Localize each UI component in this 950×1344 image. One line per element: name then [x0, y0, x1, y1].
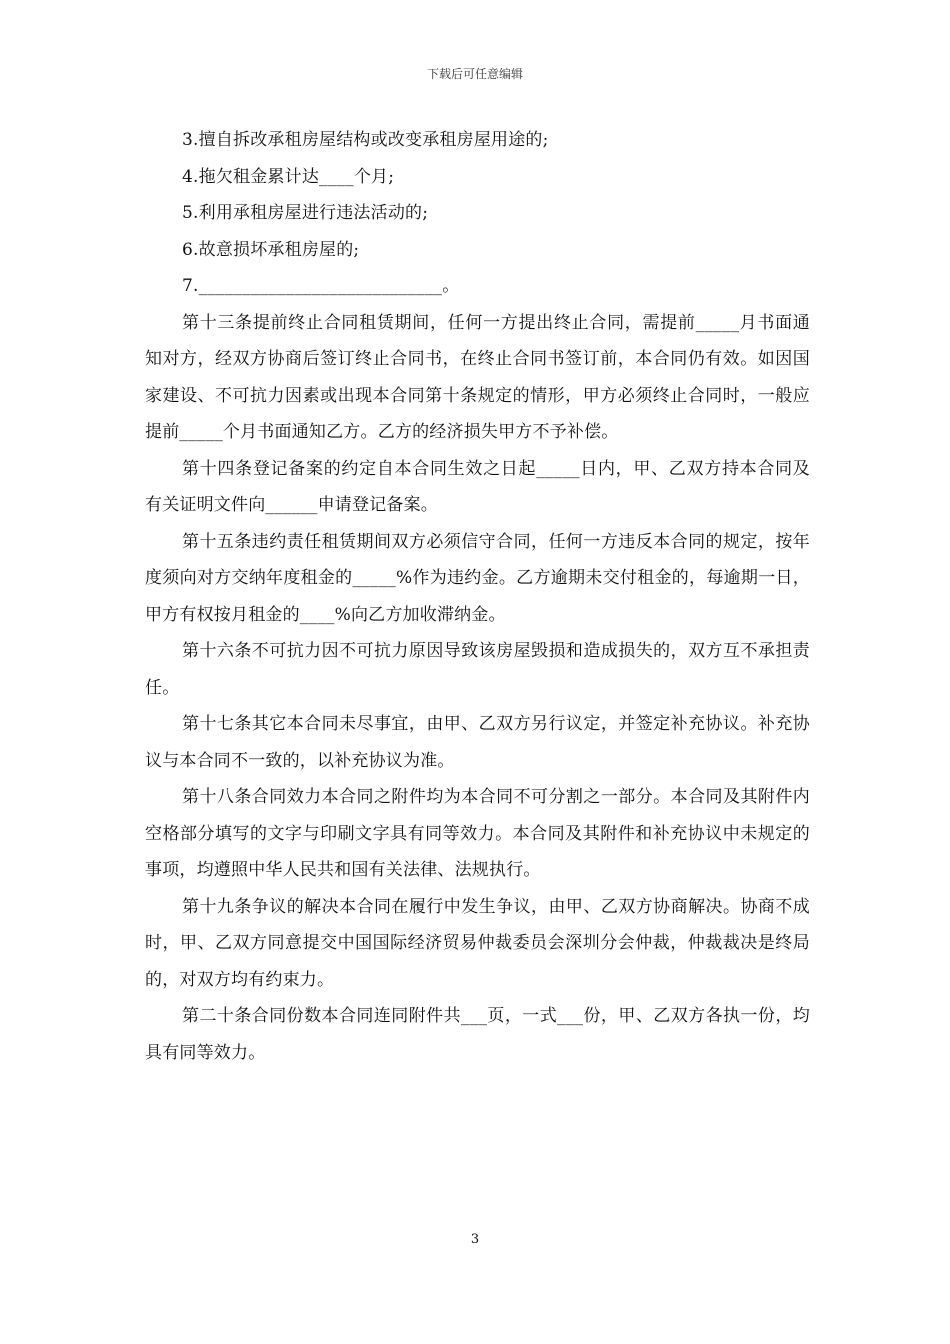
page-header: 下载后可任意编辑 — [426, 67, 523, 81]
article-17: 第十七条其它本合同未尽事宜，由甲、乙双方另行议定，并签定补充协议。补充协议与本合同不一致的，以补充协议为准。 — [145, 714, 810, 771]
clause-item-3: 3.擅自拆改承租房屋结构或改变承租房屋用途的; — [182, 130, 549, 150]
page-number: 3 — [470, 1232, 480, 1247]
article-18: 第十八条合同效力本合同之附件均为本合同不可分割之一部分。本合同及其附件内空格部分填写的文字与印刷文字具有同等效力。本合同及其附件和补充协议中未规定的事项，均遵照中华人民共和国有关法律、法规执行。 — [145, 787, 810, 880]
clause-item-4: 4.拖欠租金累计达____个月; — [182, 166, 395, 187]
clause-item-7: 7.____________________________。 — [182, 276, 460, 296]
clause-item-5: 5.利用承租房屋进行违法活动的; — [182, 203, 429, 223]
article-16: 第十六条不可抗力因不可抗力原因导致该房屋毁损和造成损失的，双方互不承担责任。 — [145, 641, 810, 698]
article-19: 第十九条争议的解决本合同在履行中发生争议，由甲、乙双方协商解决。协商不成时，甲、乙双方同意提交中国国际经济贸易仲裁委员会深圳分会仲裁，仲裁裁决是终局的，对双方均有约束力。 — [145, 896, 810, 990]
clause-item-6: 6.故意损坏承租房屋的; — [182, 239, 360, 260]
article-20: 第二十条合同份数本合同连同附件共___页，一式___份，甲、乙双方各执一份，均具有同等效力。 — [145, 1006, 810, 1063]
article-14: 第十四条登记备案的约定自本合同生效之日起_____日内，甲、乙双方持本合同及有关证明文件向______申请登记备案。 — [145, 458, 810, 515]
article-15: 第十五条违约责任租赁期间双方必须信守合同，任何一方违反本合同的规定，按年度须向对方交纳年度租金的_____%作为违约金。乙方逾期未交付租金的，每逾期一日，甲方有权按月租金的____%向乙方加收滞纳金。 — [145, 531, 810, 625]
document-body — [145, 122, 810, 1071]
article-13: 第十三条提前终止合同租赁期间，任何一方提出终止合同，需提前_____月书面通知对方，经双方协商后签订终止合同书，在终止合同书签订前，本合同仍有效。如因国家建设、不可抗力因素或出现本合同第十条规定的情形，甲方必须终止合同时，一般应提前_____个月书面通知乙方。乙方的经济损失甲方不予补偿。 — [145, 312, 810, 442]
